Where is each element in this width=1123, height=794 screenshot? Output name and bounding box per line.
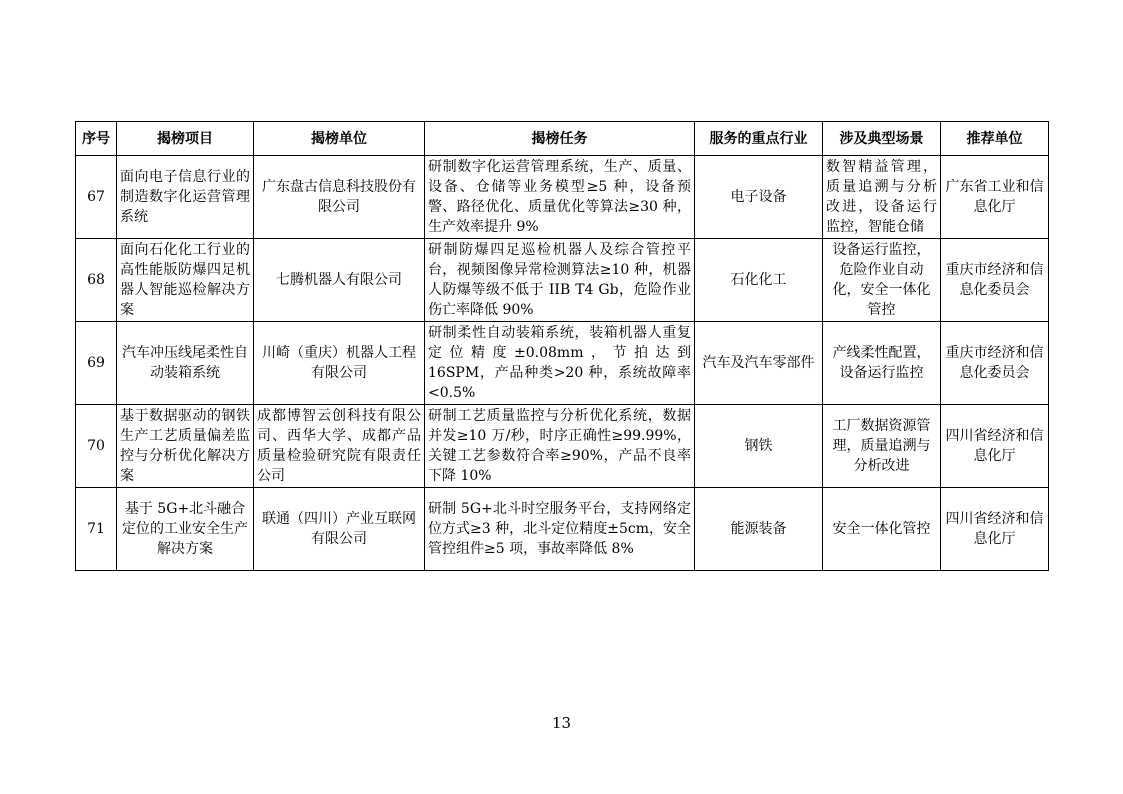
cell-industry: 汽车及汽车零部件: [695, 322, 823, 405]
cell-recommender: 广东省工业和信息化厅: [941, 156, 1049, 239]
cell-task: 研制 5G+北斗时空服务平台，支持网络定位方式≥3 种，北斗定位精度±5cm，安全管控组件≥5 项，事故率降低 8%: [425, 488, 695, 571]
cell-industry: 电子设备: [695, 156, 823, 239]
cell-project: 基于数据驱动的钢铁生产工艺质量偏差监控与分析优化解决方案: [117, 405, 254, 488]
cell-index: 69: [76, 322, 117, 405]
cell-project: 面向电子信息行业的制造数字化运营管理系统: [117, 156, 254, 239]
page-number: 13: [551, 714, 572, 732]
cell-recommender: 四川省经济和信息化厅: [941, 488, 1049, 571]
cell-unit: 广东盘古信息科技股份有限公司: [254, 156, 425, 239]
projects-table: [75, 121, 1049, 571]
cell-recommender: 重庆市经济和信息化委员会: [941, 322, 1049, 405]
cell-unit: 七腾机器人有限公司: [254, 239, 425, 322]
header-recommender: 推荐单位: [941, 122, 1049, 156]
cell-recommender: 重庆市经济和信息化委员会: [941, 239, 1049, 322]
table-row: [76, 322, 1049, 405]
table-row: [76, 156, 1049, 239]
cell-scenario: 安全一体化管控: [823, 488, 941, 571]
cell-scenario: 工厂数据资源管理，质量追溯与分析改进: [823, 405, 941, 488]
cell-unit: 成都博智云创科技有限公司、西华大学、成都产品质量检验研究院有限责任公司: [254, 405, 425, 488]
header-task: 揭榜任务: [425, 122, 695, 156]
cell-index: 67: [76, 156, 117, 239]
cell-index: 70: [76, 405, 117, 488]
cell-industry: 能源装备: [695, 488, 823, 571]
cell-scenario: 设备运行监控，危险作业自动化，安全一体化管控: [823, 239, 941, 322]
cell-index: 68: [76, 239, 117, 322]
cell-scenario: 产线柔性配置，设备运行监控: [823, 322, 941, 405]
header-scenario: 涉及典型场景: [823, 122, 941, 156]
header-industry: 服务的重点行业: [695, 122, 823, 156]
cell-task: 研制数字化运营管理系统，生产、质量、设备、仓储等业务模型≥5 种，设备预警、路径优化、质量优化等算法≥30 种，生产效率提升 9%: [425, 156, 695, 239]
cell-project: 汽车冲压线尾柔性自动装箱系统: [117, 322, 254, 405]
cell-industry: 石化化工: [695, 239, 823, 322]
table-row: [76, 405, 1049, 488]
table-header-row: [76, 122, 1049, 156]
cell-recommender: 四川省经济和信息化厅: [941, 405, 1049, 488]
cell-index: 71: [76, 488, 117, 571]
table-row: [76, 239, 1049, 322]
cell-task: 研制工艺质量监控与分析优化系统，数据并发≥10 万/秒，时序正确性≥99.99%，关键工艺参数符合率≥90%，产品不良率下降 10%: [425, 405, 695, 488]
cell-project: 基于 5G+北斗融合定位的工业安全生产解决方案: [117, 488, 254, 571]
cell-unit: 川崎（重庆）机器人工程有限公司: [254, 322, 425, 405]
cell-unit: 联通（四川）产业互联网有限公司: [254, 488, 425, 571]
table-row: [76, 488, 1049, 571]
cell-task: 研制柔性自动装箱系统，装箱机器人重复定位精度±0.08mm，节拍达到 16SPM，产品种类>20 种，系统故障率<0.5%: [425, 322, 695, 405]
cell-project: 面向石化化工行业的高性能版防爆四足机器人智能巡检解决方案: [117, 239, 254, 322]
cell-scenario: 数智精益管理，质量追溯与分析改进，设备运行监控，智能仓储: [823, 156, 941, 239]
header-unit: 揭榜单位: [254, 122, 425, 156]
cell-industry: 钢铁: [695, 405, 823, 488]
header-project: 揭榜项目: [117, 122, 254, 156]
header-index: 序号: [76, 122, 117, 156]
cell-task: 研制防爆四足巡检机器人及综合管控平台，视频图像异常检测算法≥10 种，机器人防爆等级不低于 IIB T4 Gb，危险作业伤亡率降低 90%: [425, 239, 695, 322]
